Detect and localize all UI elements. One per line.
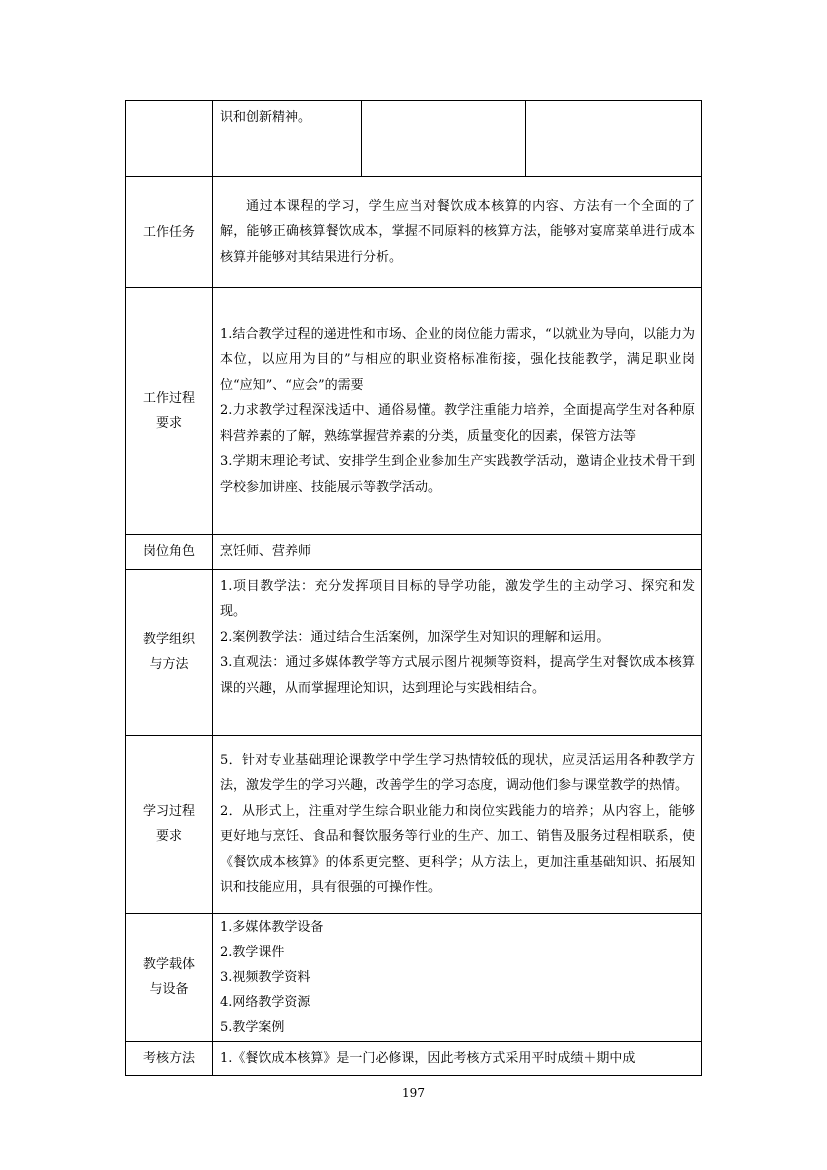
process-label-line1: 工作过程	[142, 391, 195, 406]
task-label: 工作任务	[126, 177, 213, 288]
method-item: 2.案例教学法：通过结合生活案例，加深学生对知识的理解和运用。	[220, 629, 610, 645]
assessment-label: 考核方法	[126, 1041, 213, 1076]
method-label-line2: 与方法	[149, 657, 189, 672]
method-content	[213, 569, 702, 735]
table-row-process	[126, 288, 702, 535]
task-content	[213, 177, 702, 288]
page-number: 197	[402, 1086, 425, 1100]
process-content	[213, 288, 702, 535]
equipment-item: 1.多媒体教学设备	[220, 919, 324, 935]
assessment-text: 1.《餐饮成本核算》是一门必修课，因此考核方式采用平时成绩＋期中成	[220, 1050, 636, 1066]
learning-label-line2: 要求	[155, 829, 182, 844]
equipment-label-line1: 教学载体	[142, 957, 195, 972]
role-content	[213, 535, 702, 570]
equipment-item: 5.教学案例	[220, 1019, 285, 1035]
learning-content	[213, 735, 702, 913]
empty-cell	[362, 101, 526, 177]
empty-cell	[526, 101, 702, 177]
role-text: 烹饪师、营养师	[220, 544, 312, 559]
continuation-text: 识和创新精神。	[220, 110, 312, 125]
learning-label-line1: 学习过程	[142, 804, 195, 819]
process-label-line2: 要求	[155, 416, 182, 431]
empty-label-cell	[126, 101, 213, 177]
table-row-equipment	[126, 913, 702, 1041]
method-item: 1.项目教学法：充分发挥项目目标的导学功能，激发学生的主动学习、探究和发现。	[220, 578, 695, 619]
learning-item: 5．针对专业基础理论课教学中学生学习热情较低的现状，应灵活运用各种教学方法，激发学生的学习兴趣，改善学生的学习态度，调动他们参与课堂教学的热情。	[220, 752, 695, 793]
method-item: 3.直观法：通过多媒体教学等方式展示图片视频等资料，提高学生对餐饮成本核算课的兴趣，从而掌握理论知识，达到理论与实践相结合。	[220, 655, 695, 696]
method-label	[126, 569, 213, 735]
learning-item: 2．从形式上，注重对学生综合职业能力和岗位实践能力的培养；从内容上，能够更好地与烹饪、食品和餐饮服务等行业的生产、加工、销售及服务过程相联系，使《餐饮成本核算》的体系更完整、更科学；从方法上，更加注重基础知识、拓展知识和技能应用，具有很强的可操作性。	[220, 803, 695, 895]
continuation-text-cell	[213, 101, 362, 177]
process-item: 3.学期末理论考试、安排学生到企业参加生产实践教学活动，邀请企业技术骨干到学校参加讲座、技能展示等教学活动。	[220, 454, 695, 495]
equipment-item: 4.网络教学资源	[220, 994, 311, 1010]
table-row-learning	[126, 735, 702, 913]
table-row-continuation	[126, 101, 702, 177]
role-label: 岗位角色	[126, 535, 213, 570]
process-item: 2.力求教学过程深浅适中、通俗易懂。教学注重能力培养，全面提高学生对各种原料营养素的了解，熟练掌握营养素的分类，质量变化的因素，保管方法等	[220, 403, 695, 444]
method-label-line1: 教学组织	[142, 632, 195, 647]
curriculum-table	[125, 100, 702, 1076]
table-row-role	[126, 535, 702, 570]
learning-label	[126, 735, 213, 913]
process-item: 1.结合教学过程的递进性和市场、企业的岗位能力需求，“以就业为导向，以能力为本位，以应用为目的”与相应的职业资格标准衔接，强化技能教学，满足职业岗位“应知”、“应会”的需要	[220, 326, 695, 393]
equipment-label-line2: 与设备	[149, 982, 189, 997]
equipment-item: 2.教学课件	[220, 944, 285, 960]
equipment-item: 3.视频教学资料	[220, 969, 311, 985]
table-row-method	[126, 569, 702, 735]
table-row-task	[126, 177, 702, 288]
equipment-label	[126, 913, 213, 1041]
table-row-assessment	[126, 1041, 702, 1076]
process-label	[126, 288, 213, 535]
equipment-content	[213, 913, 702, 1041]
task-text: 通过本课程的学习，学生应当对餐饮成本核算的内容、方法有一个全面的了解，能够正确核算餐饮成本，掌握不同原料的核算方法，能够对宴席菜单进行成本核算并能够对其结果进行分析。	[220, 198, 695, 265]
assessment-content	[213, 1041, 702, 1076]
